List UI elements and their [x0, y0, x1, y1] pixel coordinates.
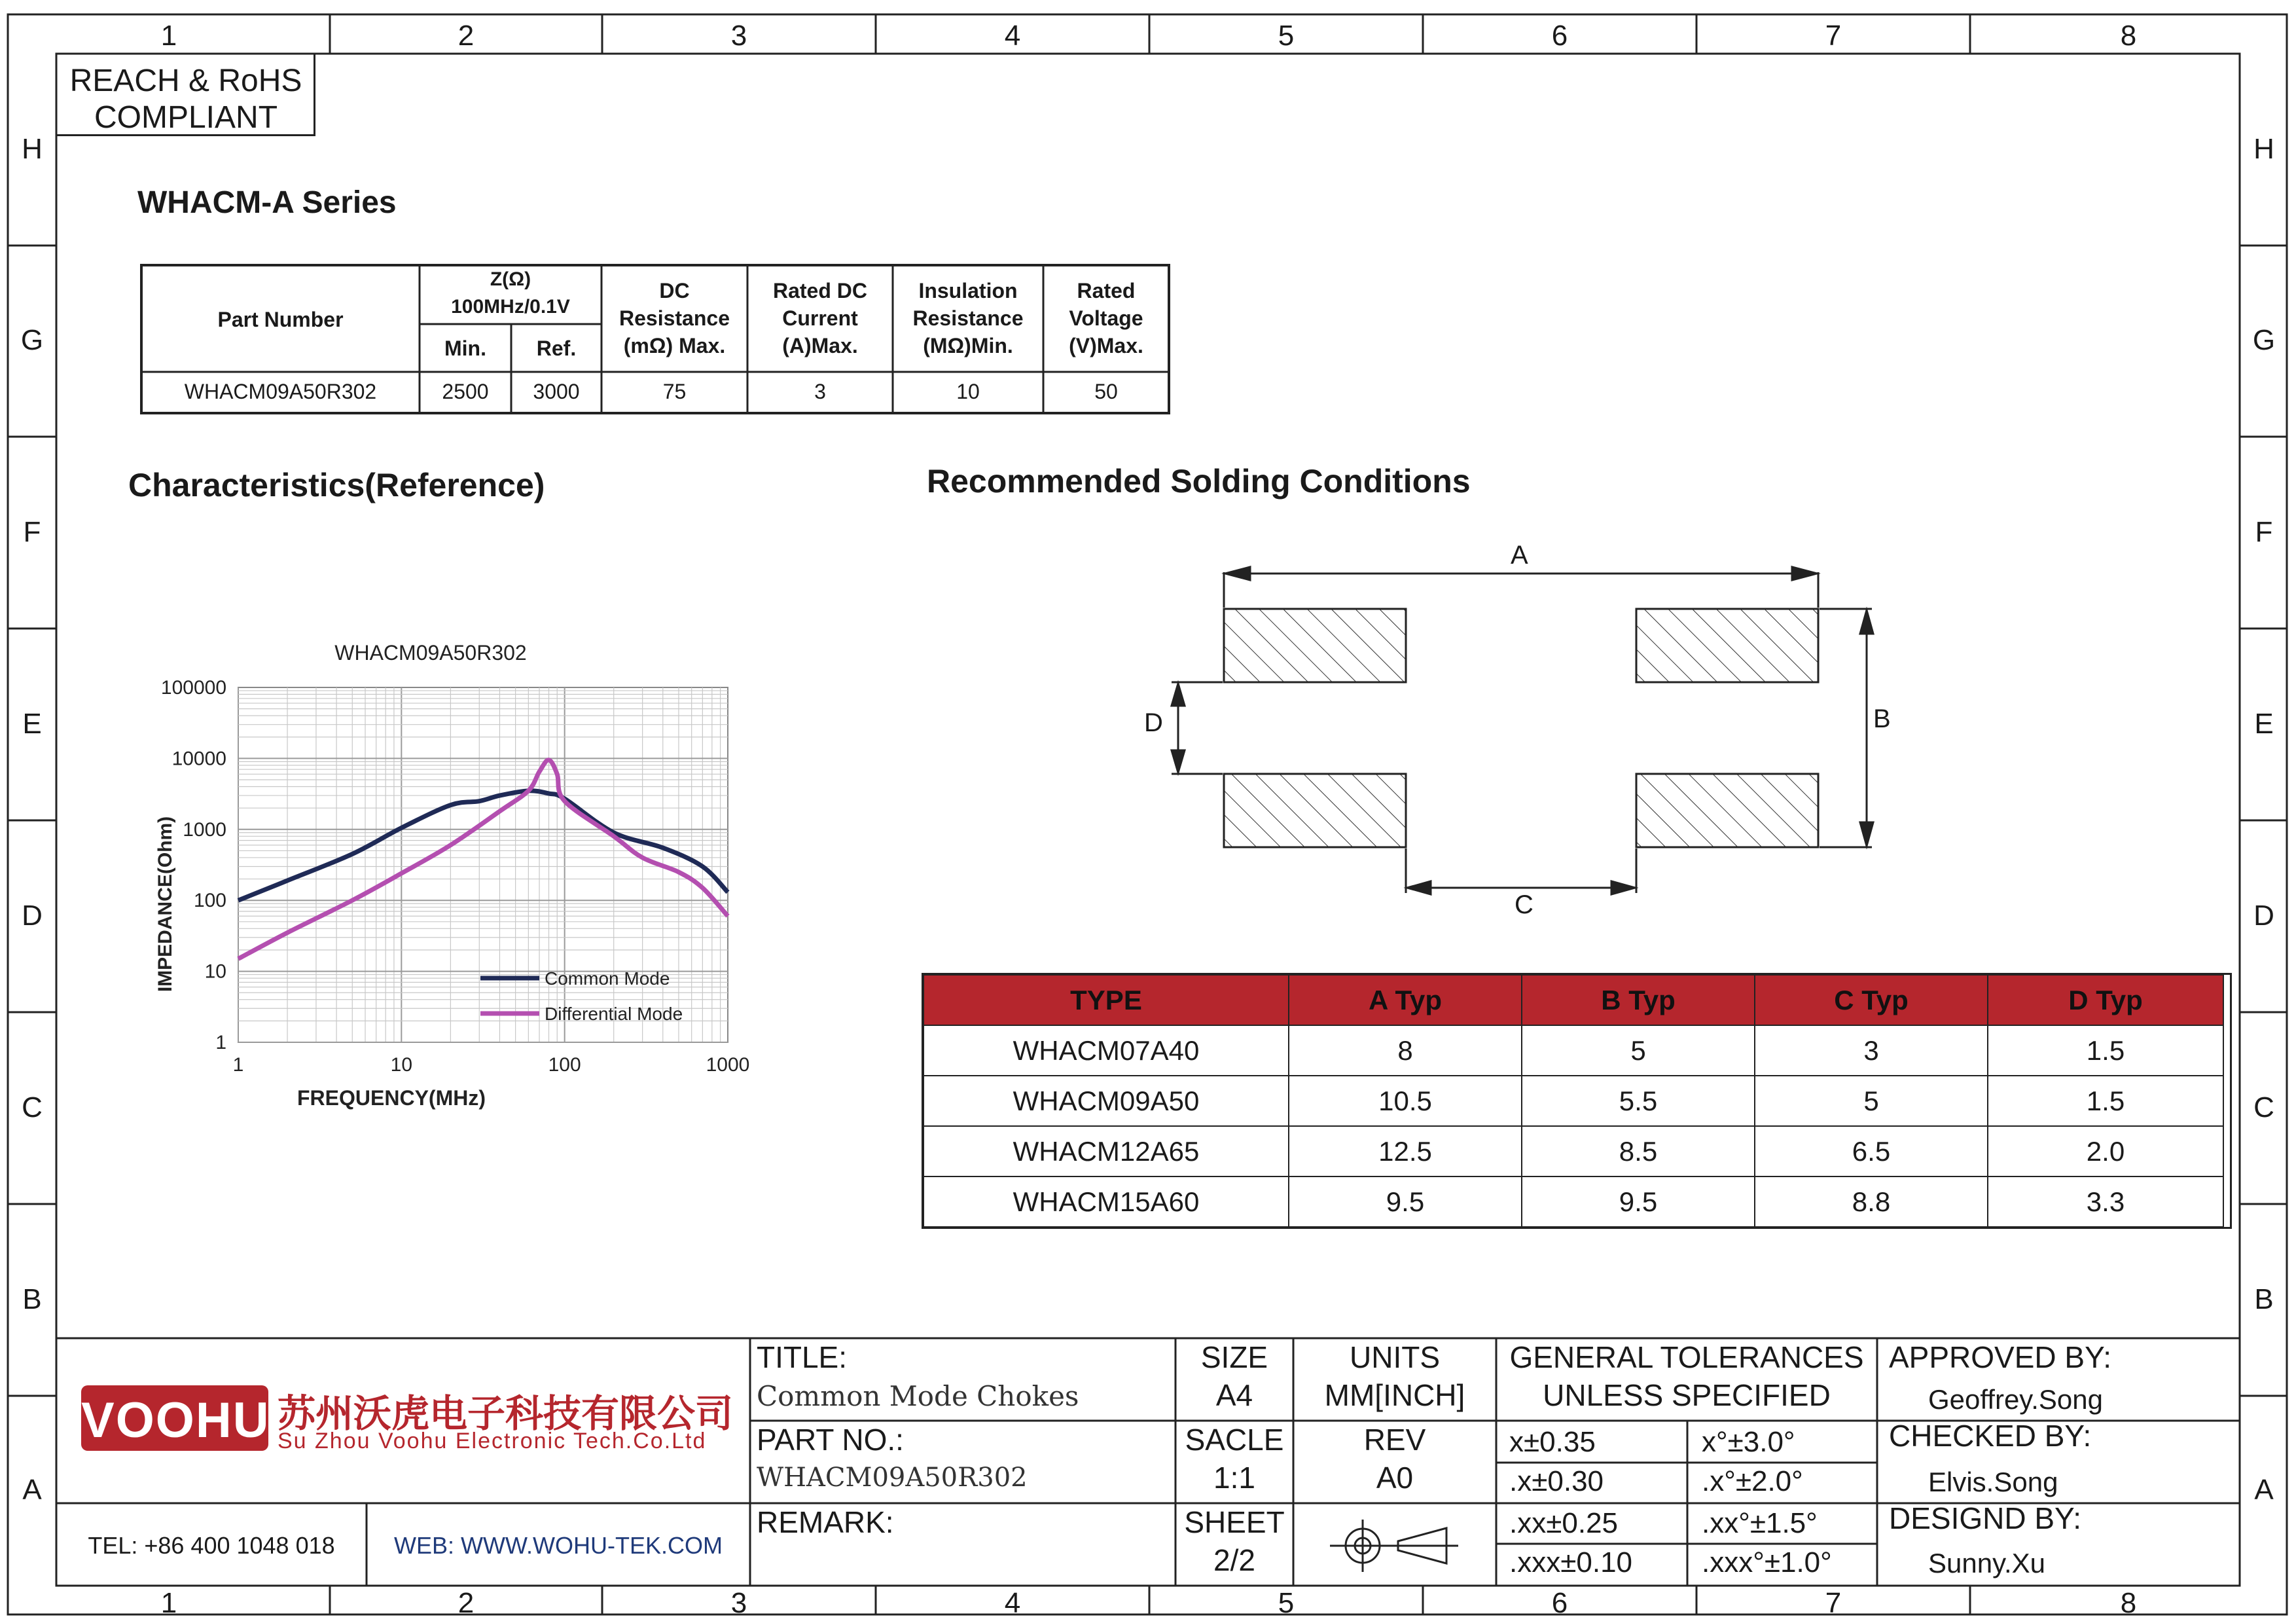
web-text: WEB: WWW.WOHU-TEK.COM: [394, 1532, 723, 1559]
units-value: MM[INCH]: [1324, 1378, 1465, 1412]
spec-header-rated-voltage: Rated: [1077, 279, 1136, 302]
frame-column-label: 4: [1004, 1587, 1021, 1619]
spec-header-insulation: Resistance: [912, 306, 1024, 330]
chart-legend-label: Common Mode: [545, 968, 670, 989]
solding-table-cell: 10.5: [1288, 1075, 1522, 1127]
solding-table-cell: WHACM07A40: [923, 1025, 1289, 1076]
solding-table-cell: 5: [1521, 1025, 1755, 1076]
dim-label-c: C: [1515, 890, 1534, 919]
frame-row-label: H: [22, 132, 43, 165]
frame-column-label: 3: [730, 20, 747, 52]
solding-table-cell: 5.5: [1521, 1075, 1755, 1127]
tolerance-cell: .xx±0.25: [1509, 1507, 1619, 1539]
frame-row-label: D: [22, 899, 43, 932]
solding-header-cell: C Typ: [1754, 974, 1988, 1026]
frame-column-label: 5: [1278, 1587, 1295, 1619]
tolerance-cell: x°±3.0°: [1702, 1426, 1795, 1458]
frame-column-label: 1: [160, 1587, 177, 1619]
frame-column-label: 4: [1004, 20, 1021, 52]
sheet-label: SHEET: [1184, 1505, 1285, 1539]
chart-x-tick: 1000: [706, 1054, 750, 1076]
frame-column-label: 2: [457, 1587, 475, 1619]
solding-header-cell: B Typ: [1521, 974, 1755, 1026]
spec-header-dc-resistance: (mΩ) Max.: [623, 334, 726, 357]
solding-table-cell: 6.5: [1754, 1125, 1988, 1177]
rev-label: REV: [1363, 1423, 1426, 1457]
solding-table-cell: 3.3: [1987, 1176, 2224, 1228]
compliance-line1: REACH & RoHS: [69, 64, 302, 98]
frame-row-label: D: [2253, 899, 2274, 932]
design-label: DESIGND BY:: [1889, 1501, 2081, 1535]
frame-row-label: F: [23, 515, 41, 548]
tolerance-cell: .x±0.30: [1509, 1465, 1604, 1497]
tolerance-cell: .xxx°±1.0°: [1702, 1546, 1832, 1578]
spec-table-cell: 2500: [442, 380, 489, 403]
solding-table-cell: 12.5: [1288, 1125, 1522, 1177]
part-value: WHACM09A50R302: [757, 1463, 1028, 1493]
chart-title: WHACM09A50R302: [334, 641, 527, 665]
checked-value: Elvis.Song: [1928, 1467, 2058, 1497]
solding-table-cell: WHACM12A65: [923, 1125, 1289, 1177]
spec-header-rated-current: (A)Max.: [782, 334, 858, 357]
tolerance-title-1: GENERAL TOLERANCES: [1509, 1340, 1864, 1374]
frame-column-label: 1: [160, 20, 177, 52]
frame-column-label: 5: [1278, 20, 1295, 52]
frame-row-label: A: [22, 1474, 42, 1506]
frame-row-label: F: [2255, 515, 2273, 548]
frame-row-label: E: [22, 707, 42, 740]
solding-table-cell: 5: [1754, 1075, 1988, 1127]
tolerance-cell: .x°±2.0°: [1702, 1465, 1803, 1497]
chart-x-tick: 100: [548, 1054, 581, 1076]
company-name-en: Su Zhou Voohu Electronic Tech.Co.Ltd: [278, 1429, 707, 1453]
solding-title: Recommended Solding Conditions: [927, 463, 1471, 500]
tolerance-title-2: UNLESS SPECIFIED: [1543, 1378, 1831, 1412]
checked-label: CHECKED BY:: [1889, 1419, 2092, 1453]
spec-header-dc-resistance: DC: [659, 279, 690, 302]
chart-y-label: IMPEDANCE(Ohm): [154, 816, 176, 993]
chart-x-label: FREQUENCY(MHz): [297, 1086, 486, 1110]
frame-column-label: 3: [730, 1587, 747, 1619]
scale-label: SACLE: [1185, 1423, 1284, 1457]
spec-table-cell: 3000: [533, 380, 580, 403]
approved-value: Geoffrey.Song: [1928, 1384, 2103, 1415]
frame-column-label: 8: [2120, 1587, 2137, 1619]
tolerance-cell: .xxx±0.10: [1509, 1546, 1633, 1578]
tolerance-cell: .xx°±1.5°: [1702, 1507, 1818, 1539]
spec-header-z-min: Min.: [444, 337, 486, 360]
frame-column-label: 6: [1551, 20, 1568, 52]
chart-x-tick: 10: [390, 1054, 413, 1076]
solding-table-cell: WHACM15A60: [923, 1176, 1289, 1228]
solding-table-cell: 9.5: [1288, 1176, 1522, 1228]
frame-row-label: B: [2254, 1283, 2274, 1315]
scale-value: 1:1: [1213, 1461, 1255, 1495]
spec-header-part-number: Part Number: [217, 308, 344, 331]
frame-row-label: C: [22, 1091, 43, 1123]
compliance-line2: COMPLIANT: [94, 100, 278, 135]
chart-y-tick: 1000: [183, 818, 226, 841]
solding-table-cell: 1.5: [1987, 1075, 2224, 1127]
chart-y-tick: 100000: [160, 677, 226, 699]
spec-header-dc-resistance: Resistance: [619, 306, 730, 330]
tolerance-cell: x±0.35: [1509, 1426, 1596, 1458]
tel-text: TEL: +86 400 1048 018: [88, 1532, 335, 1559]
spec-table-cell: 50: [1094, 380, 1118, 403]
rev-value: A0: [1376, 1461, 1414, 1495]
sheet-value: 2/2: [1213, 1543, 1255, 1577]
frame-column-label: 7: [1825, 1587, 1842, 1619]
voohu-logo-text: VOOHU: [81, 1393, 270, 1448]
projection-symbol: [1330, 1520, 1458, 1572]
solding-table-cell: 3: [1754, 1025, 1988, 1076]
dim-label-a: A: [1511, 541, 1528, 570]
units-label: UNITS: [1350, 1340, 1440, 1374]
spec-header-z-freq: 100MHz/0.1V: [451, 296, 570, 318]
chart-legend-label: Differential Mode: [545, 1004, 683, 1024]
dim-label-b: B: [1873, 704, 1891, 733]
spec-header-z: Z(Ω): [490, 268, 531, 290]
spec-header-rated-current: Rated DC: [772, 279, 867, 302]
spec-table-cell: 3: [814, 380, 826, 403]
solding-table-cell: 2.0: [1987, 1125, 2224, 1177]
title-value: Common Mode Chokes: [757, 1380, 1079, 1412]
spec-table-cell: 75: [662, 380, 687, 403]
spec-table-cell: WHACM09A50R302: [184, 380, 377, 403]
frame-row-label: E: [2254, 707, 2274, 740]
company-name-cn: 苏州沃虎电子科技有限公司: [278, 1391, 734, 1436]
frame-column-label: 2: [457, 20, 475, 52]
solding-header-cell: D Typ: [1987, 974, 2224, 1026]
approved-label: APPROVED BY:: [1889, 1340, 2112, 1374]
size-value: A4: [1215, 1378, 1253, 1412]
chart-y-tick: 100: [193, 890, 226, 912]
spec-table-cell: 10: [956, 380, 980, 403]
solding-table-cell: 1.5: [1987, 1025, 2224, 1076]
chart-y-tick: 1: [215, 1032, 226, 1053]
dim-label-d: D: [1144, 708, 1163, 737]
solding-header-cell: A Typ: [1288, 974, 1522, 1026]
spec-header-insulation: Insulation: [918, 279, 1018, 302]
solding-header-cell: TYPE: [923, 974, 1289, 1026]
solding-table-cell: 8.8: [1754, 1176, 1988, 1228]
solding-table-cell: WHACM09A50: [923, 1075, 1289, 1127]
spec-header-rated-current: Current: [782, 306, 858, 330]
design-value: Sunny.Xu: [1928, 1548, 2046, 1578]
frame-column-label: 7: [1825, 20, 1842, 52]
frame-row-label: H: [2253, 132, 2274, 165]
chart-y-tick: 10: [204, 960, 226, 983]
frame-row-label: B: [22, 1283, 42, 1315]
size-label: SIZE: [1200, 1340, 1268, 1374]
frame-row-label: G: [20, 324, 44, 356]
title-label: TITLE:: [757, 1340, 848, 1374]
part-label: PART NO.:: [757, 1423, 904, 1457]
spec-header-insulation: (MΩ)Min.: [923, 334, 1013, 357]
frame-row-label: C: [2253, 1091, 2274, 1123]
frame-row-label: A: [2254, 1474, 2274, 1506]
chart-y-tick: 10000: [171, 748, 226, 770]
solding-table-cell: 8.5: [1521, 1125, 1755, 1177]
solding-table-cell: 8: [1288, 1025, 1522, 1076]
frame-row-label: G: [2252, 324, 2276, 356]
chart-x-tick: 1: [232, 1054, 244, 1076]
remark-label: REMARK:: [757, 1505, 894, 1539]
spec-header-rated-voltage: (V)Max.: [1069, 334, 1143, 357]
spec-header-z-ref: Ref.: [536, 337, 577, 360]
frame-column-label: 6: [1551, 1587, 1568, 1619]
spec-header-rated-voltage: Voltage: [1069, 306, 1143, 330]
characteristics-title: Characteristics(Reference): [128, 467, 545, 503]
series-title: WHACM-A Series: [137, 185, 397, 220]
frame-column-label: 8: [2120, 20, 2137, 52]
solding-table-cell: 9.5: [1521, 1176, 1755, 1228]
